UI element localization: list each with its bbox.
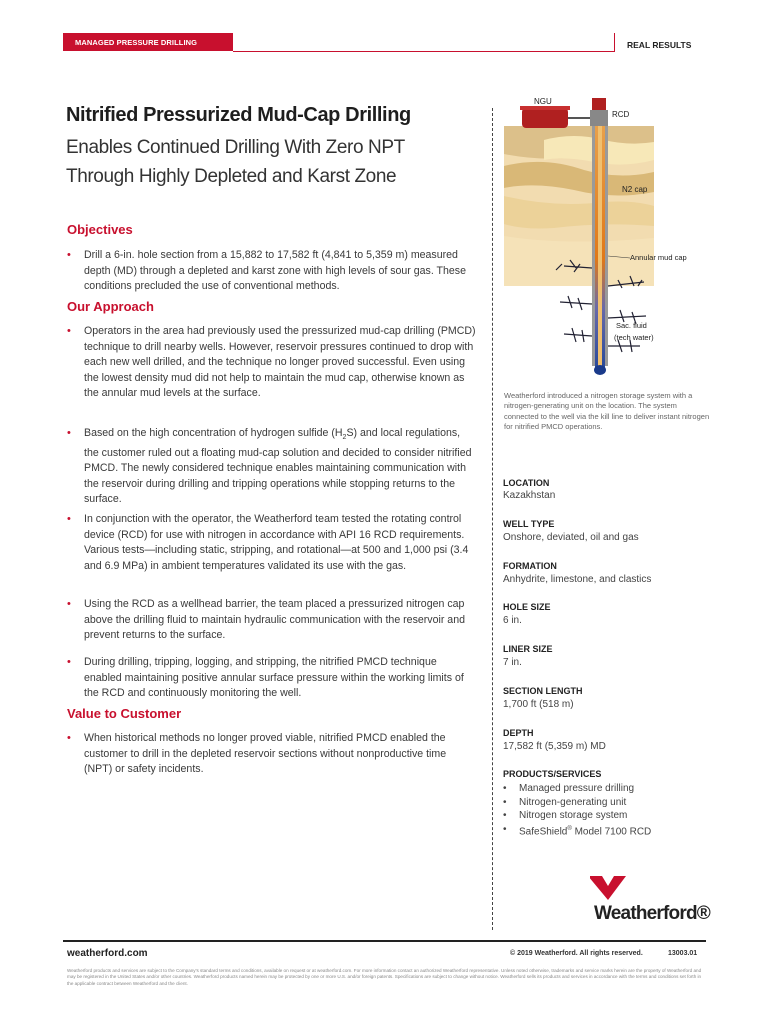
drill-string (598, 126, 602, 371)
drill-bit (594, 365, 606, 375)
location-value: Kazakhstan (503, 490, 556, 501)
copyright-text: © 2019 Weatherford. All rights reserved. (510, 950, 643, 957)
value-heading: Value to Customer (67, 706, 182, 721)
brand-wordmark: Weatherford® (594, 903, 710, 924)
section-length-label: SECTION LENGTH (503, 686, 583, 696)
annular-label: Annular mud cap (630, 253, 687, 262)
page-subtitle (66, 133, 486, 191)
n2cap-label: N2 cap (622, 185, 648, 194)
website-link[interactable]: weatherford.com (67, 948, 148, 959)
sac-fluid-label: Sac. fluid (616, 321, 647, 330)
rcd-label: RCD (612, 110, 630, 119)
approach-bullet: • In conjunction with the operator, the Weatherford team tested the rotating control device (RCD) for use with nitrogen in accordance with API 16 RCD requirements. Various tests—including static, stripping, and rotational—at 500 and 1,000 psi (3.4 and 6.9 MPa) in ambient temperatures validated its use with the gas. (67, 512, 477, 574)
holesize-label: HOLE SIZE (503, 602, 551, 612)
subtitle-line-2: Through Highly Depleted and Karst Zone (66, 166, 397, 187)
legal-disclaimer: Weatherford products and services are subject to the Company's standard terms and conditions, available on request or at weatherford.com. For more information contact an authorized Weatherford representative. Unless noted otherwise, trademarks and service marks herein are the property of Weatherford and may be registered in the United States and/or other countries. Weatherford products named herein may be protected by one or more U.S. and/or foreign patents. Specifications are subject to change without notice. Weatherford sells its products and services in accordance with the terms and conditions set forth in the applicable contract between Weatherford and the client. (67, 968, 702, 986)
approach-bullet: • During drilling, tripping, logging, and stripping, the nitrified PMCD technique enabled maintaining positive annular surface pressure within the working limits of the RCD and continuously monitoring the well. (67, 655, 477, 702)
header-tick (614, 33, 615, 51)
value-bullet: • When historical methods no longer proved viable, nitrified PMCD enabled the customer to drill in the depleted reservoir sections without nonproductive time (NPT) or safety incidents. (67, 731, 477, 778)
ngu-tank-lid (520, 106, 570, 110)
product-item: • Nitrogen storage system (503, 809, 703, 823)
holesize-value: 6 in. (503, 615, 522, 626)
linersize-label: LINER SIZE (503, 644, 553, 654)
welltype-label: WELL TYPE (503, 519, 555, 529)
products-list (503, 782, 703, 839)
real-results-tag: REAL RESULTS (627, 40, 692, 50)
diagram-caption: Weatherford introduced a nitrogen storage system with a nitrogen-generating unit on the location. The system connected to the well via the kill line to deliver instant nitrogen for nitrified PMCD operations. (504, 391, 710, 432)
wellhead (590, 110, 608, 126)
depth-value: 17,582 ft (5,359 m) MD (503, 741, 606, 752)
formation-label: FORMATION (503, 561, 557, 571)
depth-label: DEPTH (503, 728, 534, 738)
well-diagram-svg (504, 96, 714, 381)
rcd-body (592, 98, 606, 110)
formation-value: Anhydrite, limestone, and clastics (503, 574, 652, 585)
approach-heading: Our Approach (67, 299, 154, 314)
section-length-value: 1,700 ft (518 m) (503, 699, 574, 710)
products-label: PRODUCTS/SERVICES (503, 769, 602, 779)
header-rule (233, 51, 615, 52)
ngu-label: NGU (534, 97, 552, 106)
tech-water-label: (tech water) (614, 333, 654, 342)
product-item: • Nitrogen-generating unit (503, 796, 703, 810)
approach-bullet: • Based on the high concentration of hydrogen sulfide $(H_2S)$ and local regulations, the customer ruled out a floating mud-cap solution and decided to consider nitrified PMCD. The newly considered technique enables maintaining communication with the reservoir during drilling and tripping operations while stopping returns to the surface. (67, 426, 477, 508)
page-title: Nitrified Pressurized Mud-Cap Drilling (66, 104, 411, 126)
subtitle-line-1: Enables Continued Drilling With Zero NPT (66, 137, 405, 158)
approach-bullet: • Using the RCD as a wellhead barrier, the team placed a pressurized nitrogen cap above the drilling fluid to maintain hydraulic communication with the reservoir and prevent returns to the surface. (67, 597, 477, 644)
approach-bullet: • Operators in the area had previously used the pressurized mud-cap drilling (PMCD) technique to drill nearby wells. However, reservoir pressures continued to drop with each new well drilled, and the technique no longer proved successful. Even using the lowest density mud did not help to maintain the mud cap, otherwise known as the annular mud levels at the surface. (67, 324, 477, 402)
document-number: 13003.01 (668, 950, 698, 957)
objective-bullet: • Drill a 6-in. hole section from a 15,882 to 17,582 ft (4,841 to 5,359 m) measured depth (MD) through a depleted and karst zone with high levels of sour gas. These conditions precluded the use of conventional methods. (67, 248, 477, 295)
product-item: • SafeShield® Model 7100 RCD (503, 823, 703, 839)
product-item: • Managed pressure drilling (503, 782, 703, 796)
category-banner (63, 33, 233, 51)
category-label: MANAGED PRESSURE DRILLING (75, 38, 198, 47)
linersize-value: 7 in. (503, 657, 522, 668)
column-divider (492, 108, 493, 930)
welltype-value: Onshore, deviated, oil and gas (503, 532, 639, 543)
location-label: LOCATION (503, 478, 550, 488)
footer-rule (63, 940, 706, 942)
objectives-heading: Objectives (67, 222, 133, 237)
ngu-tank (522, 108, 568, 128)
well-diagram (504, 96, 714, 381)
